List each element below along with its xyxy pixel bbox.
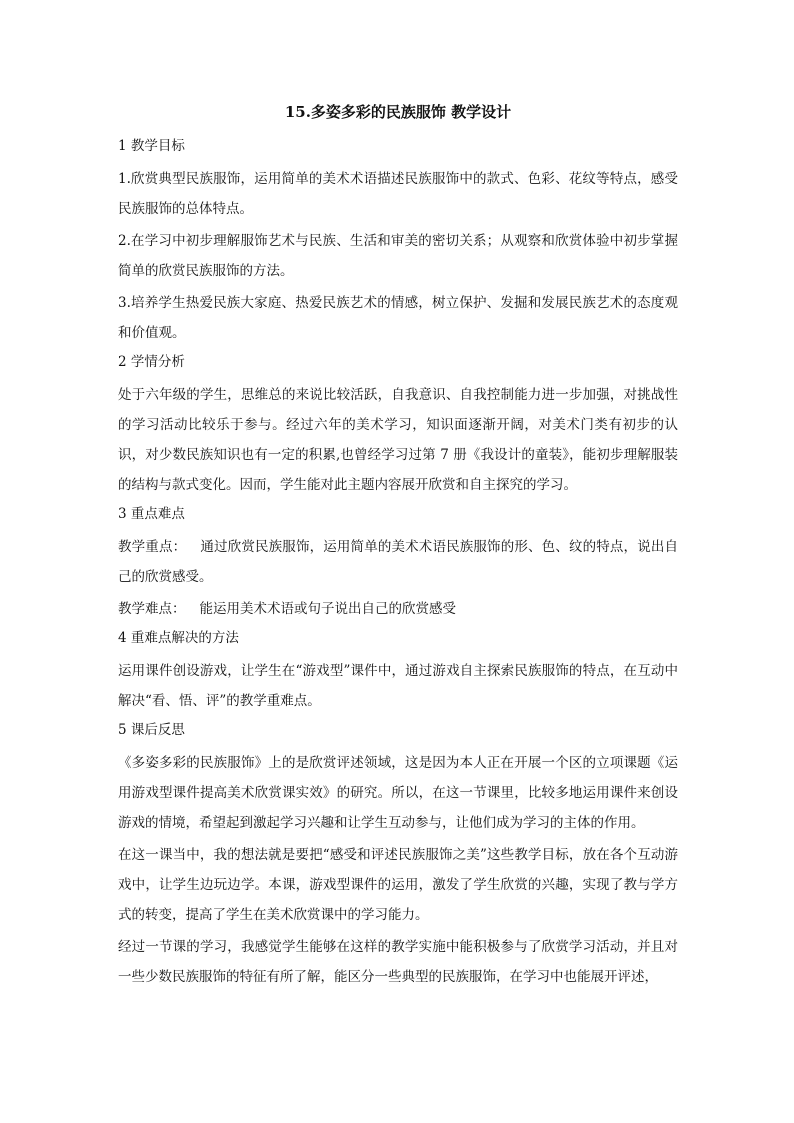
difficulty-label: 教学难点： xyxy=(118,601,186,617)
key-point-paragraph xyxy=(118,532,678,592)
section-heading: 2 学情分析 xyxy=(118,354,185,370)
paragraph: 《多姿多彩的民族服饰》上的是欣赏评述领域，这是因为本人正在开展一个区的立项课题《运用游戏型课件提高美术欣赏课实效》的研究。所以，在这一节课里，比较多地运用课件来创设游戏的情境，希望起到激起学习兴趣和让学生互动参与，让他们成为学习的主体的作用。 xyxy=(118,755,678,831)
paragraph: 经过一节课的学习，我感觉学生能够在这样的教学实施中能积极参与了欣赏学习活动，并且对一些少数民族服饰的特征有所了解，能区分一些典型的民族服饰，在学习中也能展开评述， xyxy=(118,939,678,985)
section-heading: 1 教学目标 xyxy=(118,138,185,154)
paragraph: 运用课件创设游戏，让学生在“游戏型”课件中，通过游戏自主探索民族服饰的特点，在互动中解决“看、悟、评”的教学重难点。 xyxy=(118,663,678,709)
section-heading: 4 重难点解决的方法 xyxy=(118,630,239,646)
document-title: 15.多姿多彩的民族服饰 教学设计 xyxy=(284,103,512,121)
document-page xyxy=(118,102,678,994)
paragraph: 3.培养学生热爱民族大家庭、热爱民族艺术的情感，树立保护、发掘和发展民族艺术的态度观和价值观。 xyxy=(118,295,678,341)
section-reflection xyxy=(118,718,678,992)
paragraph: 处于六年级的学生，思维总的来说比较活跃，自我意识、自我控制能力进一步加强，对挑战性的学习活动比较乐于参与。经过六年的美术学习，知识面逐渐开阔，对美术门类有初步的认识，对少数民族知识也有一定的积累,也曾经学习过第 7 册《我设计的童装》，能初步理解服装的结构与款式变化。因而，学生能对此主题内容展开欣赏和自主探究的学习。 xyxy=(118,387,678,493)
paragraph: 1.欣赏典型民族服饰，运用简单的美术术语描述民族服饰中的款式、色彩、花纹等特点，感受民族服饰的总体特点。 xyxy=(118,171,678,217)
difficulty-paragraph xyxy=(118,594,678,624)
section-teaching-goals xyxy=(118,134,678,348)
section-key-points xyxy=(118,502,678,624)
key-point-label: 教学重点： xyxy=(118,539,187,555)
section-heading: 3 重点难点 xyxy=(118,506,185,522)
paragraph: 2.在学习中初步理解服饰艺术与民族、生活和审美的密切关系；从观察和欣赏体验中初步掌握简单的欣赏民族服饰的方法。 xyxy=(118,233,678,279)
paragraph: 在这一课当中，我的想法就是要把“感受和评述民族服饰之美”这些教学目标，放在各个互动游戏中，让学生边玩边学。本课，游戏型课件的运用，激发了学生欣赏的兴趣，实现了教与学方式的转变，提高了学生在美术欣赏课中的学习能力。 xyxy=(118,847,678,923)
section-student-analysis xyxy=(118,350,678,500)
key-point-text: 通过欣赏民族服饰，运用简单的美术术语民族服饰的形、色、纹的特点，说出自己的欣赏感受。 xyxy=(118,539,678,585)
section-solution-methods xyxy=(118,626,678,716)
section-heading: 5 课后反思 xyxy=(118,722,185,738)
difficulty-text: 能运用美术术语或句子说出自己的欣赏感受 xyxy=(199,601,456,617)
